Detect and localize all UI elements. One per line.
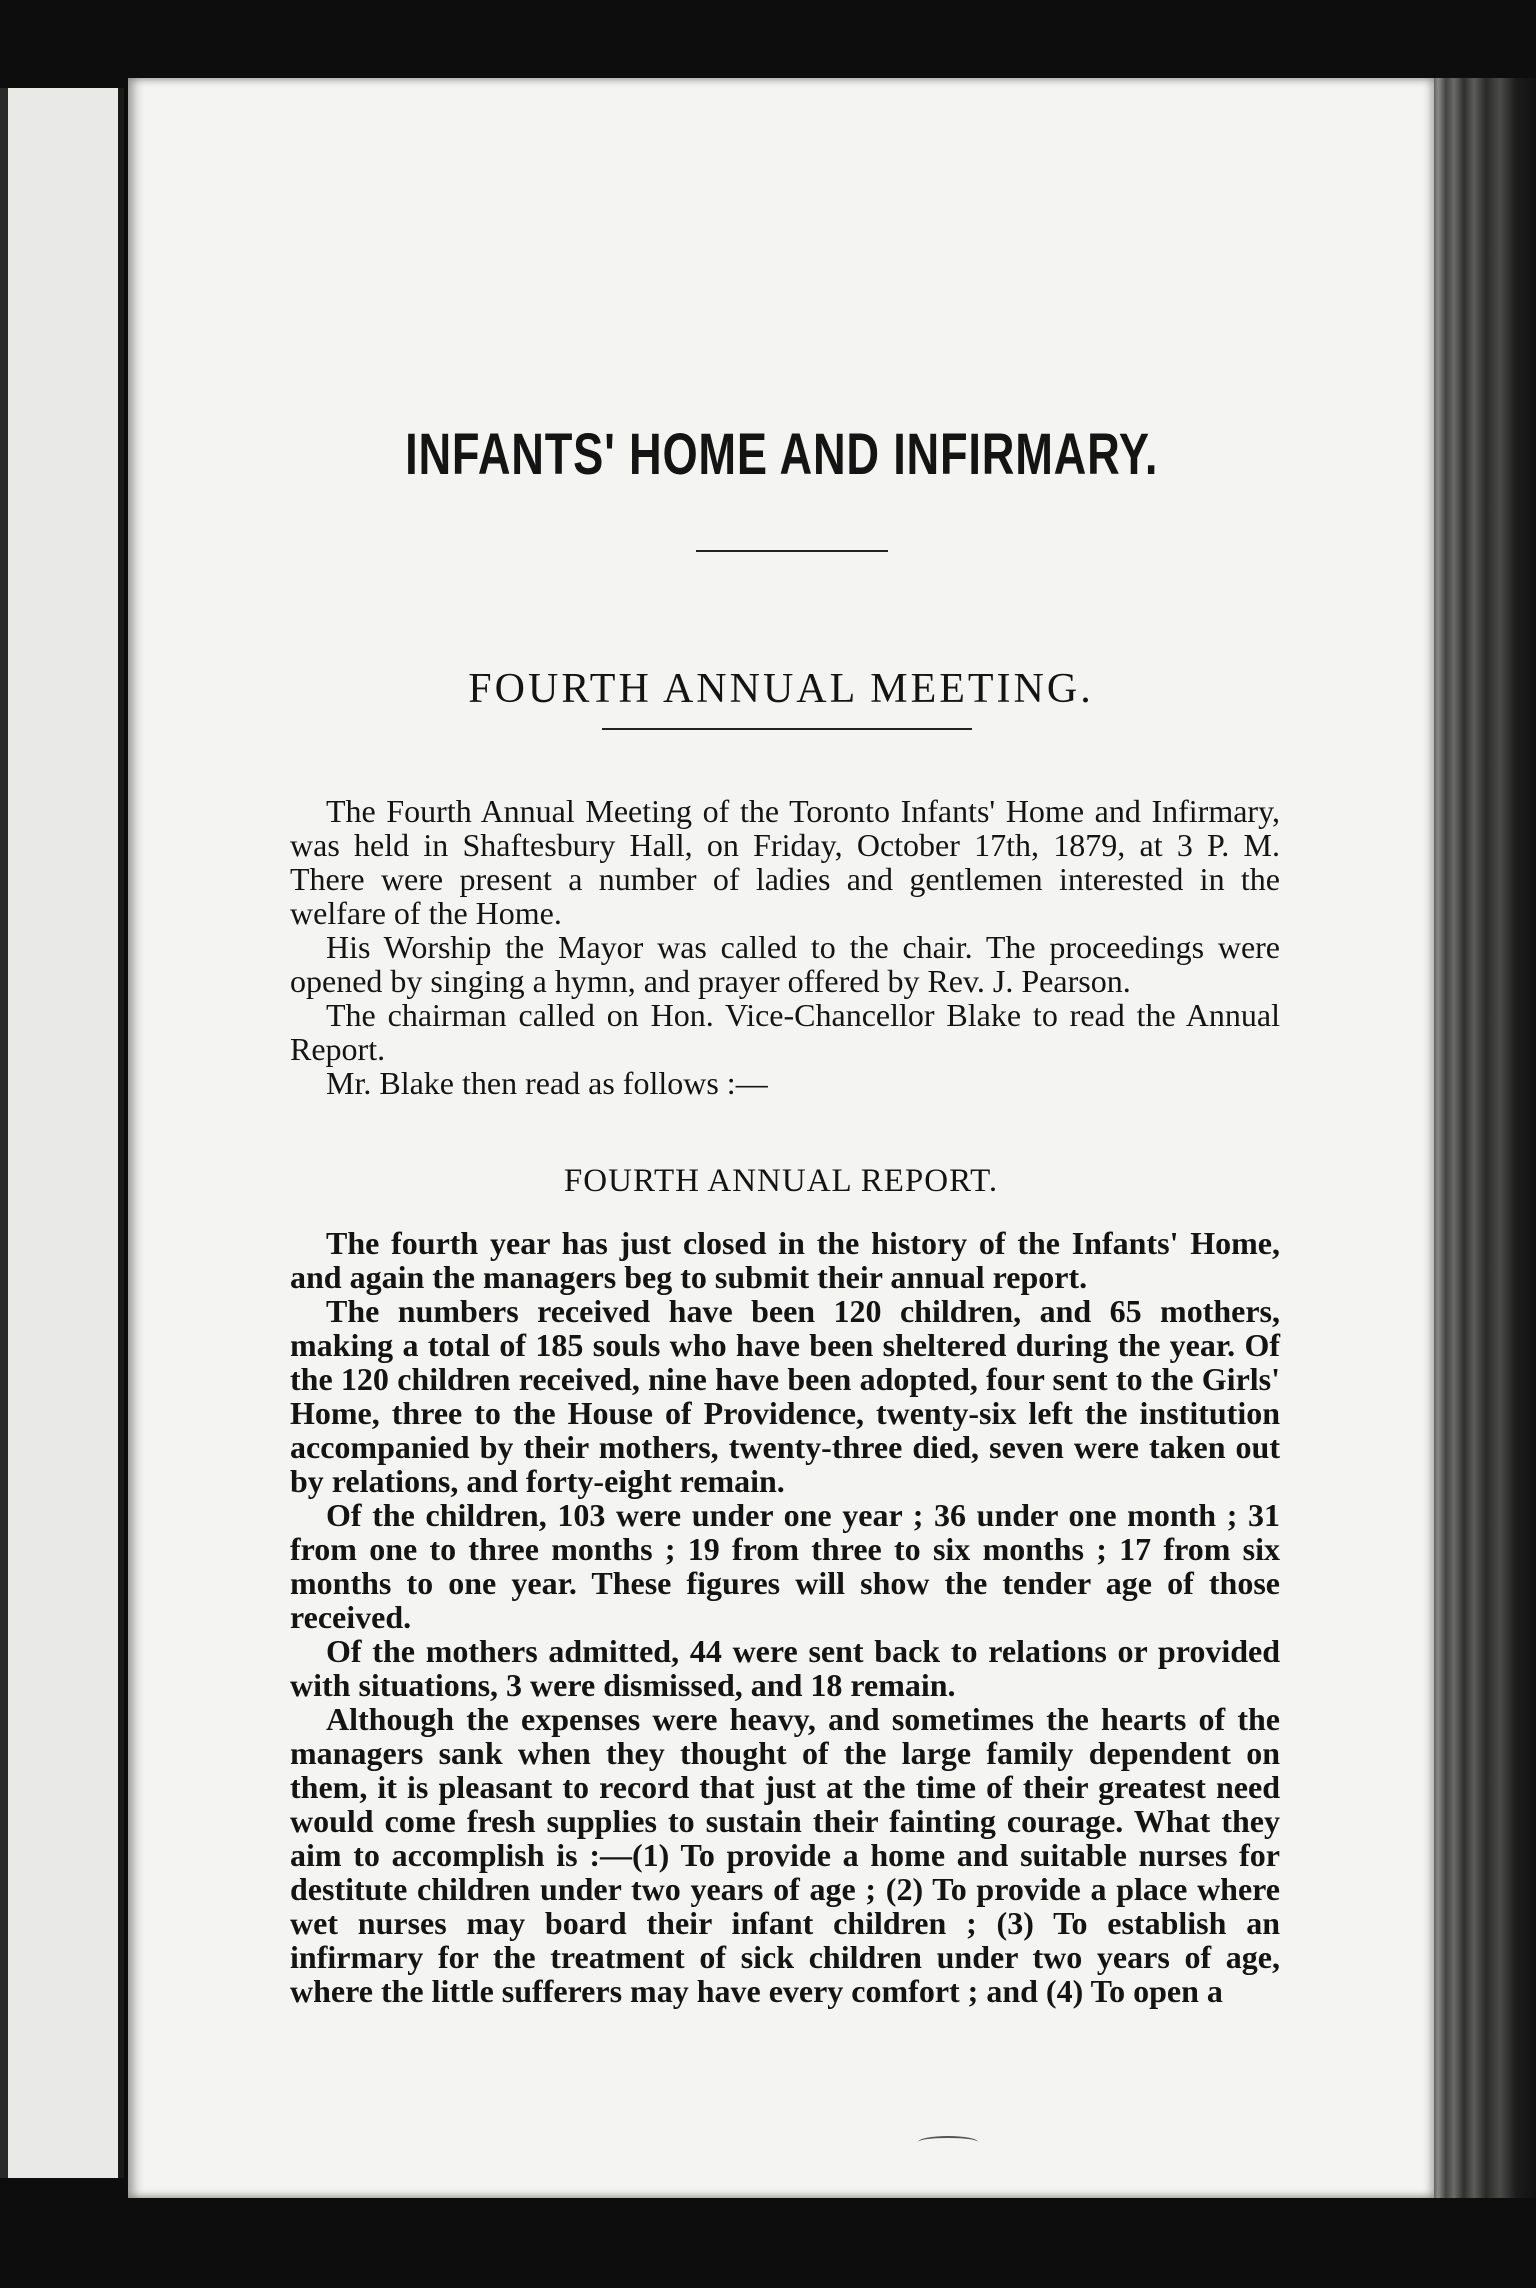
intro-paragraph: Mr. Blake then read as follows :— xyxy=(326,1065,768,1101)
page-stack-edges xyxy=(1430,78,1536,2198)
facing-page-edge xyxy=(0,88,124,2178)
subtitle-divider xyxy=(602,728,972,730)
annual-report-body xyxy=(290,1226,1280,2008)
document-page xyxy=(128,78,1434,2198)
intro-paragraph: The chairman called on Hon. Vice-Chancellor Blake to read the Annual Report. xyxy=(290,997,1280,1067)
pencil-mark xyxy=(918,2136,978,2148)
report-paragraph: Of the children, 103 were under one year ; 36 under one month ; 31 from one to three months ; 19 from three to six months ; 17 from six months to one year. These figures will show the tender age of those received. xyxy=(290,1497,1280,1635)
report-paragraph: The numbers received have been 120 children, and 65 mothers, making a total of 185 souls who have been sheltered during the year. Of the 120 children received, nine have been adopted, four sent to the Girls' Home, three to the House of Providence, twenty-six left the institution accompanied by their mothers, twenty-three died, seven were taken out by relations, and forty-eight remain. xyxy=(290,1293,1280,1499)
title-divider xyxy=(696,550,888,552)
intro-paragraph: The Fourth Annual Meeting of the Toronto Infants' Home and Infirmary, was held in Shaftesbury Hall, on Friday, October 17th, 1879, at 3 P. M. There were present a number of ladies and gentlemen interested in the welfare of the Home. xyxy=(290,793,1280,931)
page-subtitle: FOURTH ANNUAL MEETING. xyxy=(468,666,1094,712)
report-paragraph: Although the expenses were heavy, and sometimes the hearts of the managers sank when they thought of the large family dependent on them, it is pleasant to record that just at the time of their greatest need would come fresh supplies to sustain their fainting courage. What they aim to accomplish is :—(1) To provide a home and suitable nurses for destitute children under two years of age ; (2) To provide a place where wet nurses may board their infant children ; (3) To establish an infirmary for the treatment of sick children under two years of age, where the little sufferers may have every comfort ; and (4) To open a xyxy=(290,1701,1280,2009)
book-binding-shadow xyxy=(0,88,8,2178)
report-paragraph: Of the mothers admitted, 44 were sent back to relations or provided with situations, 3 were dismissed, and 18 remain. xyxy=(290,1633,1280,1703)
report-heading: FOURTH ANNUAL REPORT. xyxy=(563,1163,999,1199)
intro-paragraph: His Worship the Mayor was called to the chair. The proceedings were opened by singing a hymn, and prayer offered by Rev. J. Pearson. xyxy=(290,929,1280,999)
meeting-intro xyxy=(290,794,1280,1100)
report-paragraph: The fourth year has just closed in the history of the Infants' Home, and again the managers beg to submit their annual report. xyxy=(290,1225,1280,1295)
page-title: INFANTS' HOME AND INFIRMARY. xyxy=(405,422,1159,487)
